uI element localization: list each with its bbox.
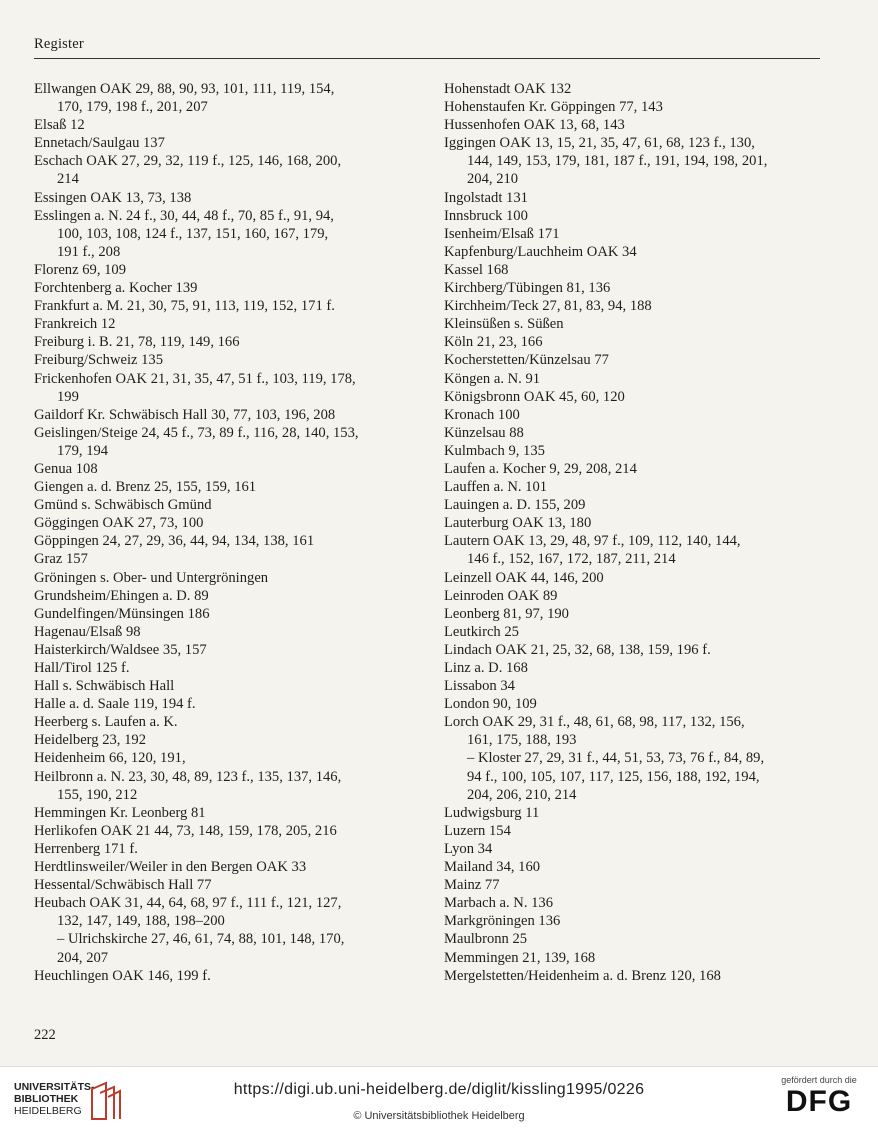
- index-entry: [444, 134, 822, 188]
- index-entry-heading: Giengen a. d. Brenz 25, 155, 159, 161: [34, 479, 257, 496]
- index-entry: [444, 388, 822, 406]
- index-entry-continuation: – Ulrichskirche 27, 46, 61, 74, 88, 101, 148, 170,: [57, 931, 345, 948]
- index-entry: [34, 550, 412, 568]
- index-entry: [444, 478, 822, 496]
- index-entry-heading: Maulbronn 25: [444, 931, 528, 948]
- index-entry-continuation: 179, 194: [57, 442, 109, 459]
- index-entry-heading: Mailand 34, 160: [444, 859, 541, 876]
- index-entry-heading: Köngen a. N. 91: [444, 370, 541, 387]
- index-entry-heading: Ennetach/Saulgau 137: [34, 135, 165, 152]
- index-column-right: [444, 80, 822, 985]
- index-entry-heading: Kulmbach 9, 135: [444, 442, 545, 459]
- index-entry: [34, 116, 412, 134]
- index-entry-heading: Heidelberg 23, 192: [34, 732, 146, 749]
- index-entry-heading: Elsaß 12: [34, 117, 85, 134]
- index-entry: [444, 225, 822, 243]
- index-entry: [34, 623, 412, 641]
- index-entry-continuation: 100, 103, 108, 124 f., 137, 151, 160, 167, 179,: [57, 225, 329, 242]
- index-entry: [34, 279, 412, 297]
- index-entry-continuation: 204, 206, 210, 214: [467, 786, 577, 803]
- index-entry: [34, 370, 412, 406]
- index-entry: [444, 858, 822, 876]
- index-entry-heading: Leinzell OAK 44, 146, 200: [444, 569, 604, 586]
- index-entry-heading: Hussenhofen OAK 13, 68, 143: [444, 117, 625, 134]
- index-entry-heading: Freiburg i. B. 21, 78, 119, 149, 166: [34, 334, 240, 351]
- index-entry-heading: Hall/Tirol 125 f.: [34, 660, 130, 676]
- index-entry: [34, 967, 412, 985]
- index-entry: [444, 930, 822, 948]
- index-entry: [34, 876, 412, 894]
- index-entry: [444, 641, 822, 659]
- index-entry-continuation: 144, 149, 153, 179, 181, 187 f., 191, 194, 198, 201,: [467, 153, 768, 170]
- index-entry: [444, 207, 822, 225]
- index-entry-heading: Herdtlinsweiler/Weiler in den Bergen OAK 33: [34, 859, 307, 876]
- page-number: 222: [34, 1027, 56, 1043]
- index-entry-heading: Grundsheim/Ehingen a. D. 89: [34, 587, 209, 604]
- index-entry-heading: Mainz 77: [444, 877, 500, 894]
- index-entry: [34, 315, 412, 333]
- index-entry: [34, 605, 412, 623]
- index-entry-heading: Laufen a. Kocher 9, 29, 208, 214: [444, 460, 637, 477]
- index-entry-heading: Kapfenburg/Lauchheim OAK 34: [444, 243, 637, 260]
- index-entry: [34, 804, 412, 822]
- dfg-logo[interactable]: [774, 1075, 864, 1125]
- index-entry: [34, 514, 412, 532]
- index-entry-heading: Lautern OAK 13, 29, 48, 97 f., 109, 112, 140, 144,: [444, 533, 741, 550]
- index-entry-heading: Hessental/Schwäbisch Hall 77: [34, 877, 212, 894]
- index-entry: [444, 333, 822, 351]
- index-entry-heading: Iggingen OAK 13, 15, 21, 35, 47, 61, 68, 123 f., 130,: [444, 135, 755, 152]
- index-entry: [444, 840, 822, 858]
- index-entry-continuation: 191 f., 208: [57, 243, 121, 260]
- index-entry-heading: Hohenstadt OAK 132: [444, 81, 572, 97]
- index-entry-heading: Mergelstetten/Heidenheim a. d. Brenz 120, 168: [444, 967, 721, 984]
- index-entry-heading: Frickenhofen OAK 21, 31, 35, 47, 51 f., 103, 119, 178,: [34, 370, 356, 387]
- index-entry: [444, 677, 822, 695]
- index-entry-continuation: 170, 179, 198 f., 201, 207: [57, 99, 208, 116]
- index-entry-continuation: 132, 147, 149, 188, 198–200: [57, 913, 225, 930]
- index-entry: [444, 659, 822, 677]
- index-entry: [34, 189, 412, 207]
- index-column-left: [34, 80, 412, 985]
- index-entry-heading: Frankreich 12: [34, 316, 116, 333]
- index-entry: [444, 442, 822, 460]
- index-entry: [444, 623, 822, 641]
- index-entry: [34, 134, 412, 152]
- index-entry-heading: Heubach OAK 31, 44, 64, 68, 97 f., 111 f., 121, 127,: [34, 895, 342, 912]
- index-entry: [444, 967, 822, 985]
- library-name: UNIVERSITÄTS- BIBLIOTHEK HEIDELBERG: [14, 1081, 95, 1117]
- index-entry-heading: Lindach OAK 21, 25, 32, 68, 138, 159, 196 f.: [444, 641, 711, 658]
- index-entry: [444, 189, 822, 207]
- index-entry-heading: Leutkirch 25: [444, 623, 519, 640]
- index-entry-heading: Ellwangen OAK 29, 88, 90, 93, 101, 111, 119, 154,: [34, 81, 335, 97]
- index-entry: [34, 569, 412, 587]
- index-entry: [444, 406, 822, 424]
- index-entry-heading: Isenheim/Elsaß 171: [444, 225, 560, 242]
- index-entry-heading: Kleinsüßen s. Süßen: [444, 316, 564, 333]
- index-entry-heading: Luzern 154: [444, 822, 511, 839]
- funding-note: gefördert durch die: [781, 1075, 857, 1085]
- index-entry-continuation: 155, 190, 212: [57, 786, 138, 803]
- index-entry: [34, 424, 412, 460]
- index-entry: [444, 587, 822, 605]
- index-entry: [34, 695, 412, 713]
- index-entry: [444, 315, 822, 333]
- index-entry-heading: Kronach 100: [444, 406, 520, 423]
- index-entry-heading: Kirchheim/Teck 27, 81, 83, 94, 188: [444, 298, 652, 315]
- index-entry: [444, 351, 822, 369]
- index-entry-heading: Lissabon 34: [444, 678, 515, 695]
- index-entry: [444, 297, 822, 315]
- index-entry: [34, 659, 412, 677]
- index-entry: [34, 894, 412, 966]
- index-entry: [444, 822, 822, 840]
- index-entry-heading: Herrenberg 171 f.: [34, 840, 138, 857]
- index-entry: [34, 677, 412, 695]
- index-entry: [34, 460, 412, 478]
- index-entry: [34, 822, 412, 840]
- index-entry: [34, 713, 412, 731]
- index-entry: [34, 768, 412, 804]
- index-entry: [34, 80, 412, 116]
- index-entry: [34, 207, 412, 261]
- index-entry-heading: Geislingen/Steige 24, 45 f., 73, 89 f., 116, 28, 140, 153,: [34, 424, 359, 441]
- dfg-wordmark: DFG: [785, 1085, 853, 1118]
- index-entry-heading: Kocherstetten/Künzelsau 77: [444, 352, 609, 369]
- index-entry: [34, 478, 412, 496]
- copyright-notice: © Universitätsbibliothek Heidelberg: [353, 1110, 525, 1122]
- index-entry: [444, 713, 822, 803]
- index-entry-heading: Lauterburg OAK 13, 180: [444, 515, 592, 532]
- index-entry: [444, 424, 822, 442]
- index-entry-heading: Hall s. Schwäbisch Hall: [34, 678, 175, 695]
- index-entry-continuation: 204, 207: [57, 949, 109, 966]
- index-entry-continuation: – Kloster 27, 29, 31 f., 44, 51, 53, 73, 76 f., 84, 89,: [467, 750, 765, 767]
- index-entry-heading: Haisterkirch/Waldsee 35, 157: [34, 641, 207, 658]
- index-entry-heading: Lyon 34: [444, 840, 493, 857]
- index-entry: [34, 587, 412, 605]
- index-entry-heading: Heidenheim 66, 120, 191,: [34, 750, 186, 767]
- index-entry: [444, 804, 822, 822]
- index-entry-heading: Lorch OAK 29, 31 f., 48, 61, 68, 98, 117, 132, 156,: [444, 714, 745, 731]
- index-entry: [444, 370, 822, 388]
- running-header-title: Register: [34, 36, 84, 52]
- index-entry: [444, 496, 822, 514]
- viewer-footer: [0, 1066, 878, 1133]
- index-entry: [34, 333, 412, 351]
- index-entry: [444, 912, 822, 930]
- index-entry: [444, 949, 822, 967]
- index-entry-heading: Leonberg 81, 97, 190: [444, 605, 569, 622]
- index-entry: [34, 297, 412, 315]
- index-entry-heading: Marbach a. N. 136: [444, 895, 554, 912]
- running-header: [34, 36, 820, 59]
- index-entry: [444, 98, 822, 116]
- index-entry-heading: Ingolstadt 131: [444, 189, 528, 206]
- index-entry: [444, 695, 822, 713]
- index-entry-heading: Kirchberg/Tübingen 81, 136: [444, 280, 611, 297]
- index-entry-heading: Florenz 69, 109: [34, 261, 127, 278]
- index-entry-heading: Lauingen a. D. 155, 209: [444, 497, 586, 514]
- index-entry: [444, 460, 822, 478]
- index-entry-continuation: 214: [57, 171, 79, 188]
- index-entry-heading: Göppingen 24, 27, 29, 36, 44, 94, 134, 138, 161: [34, 533, 315, 550]
- index-entry: [34, 840, 412, 858]
- index-entry: [34, 731, 412, 749]
- index-entry: [444, 894, 822, 912]
- index-entry-heading: Köln 21, 23, 166: [444, 334, 543, 351]
- index-entry: [444, 261, 822, 279]
- index-entry-heading: Hemmingen Kr. Leonberg 81: [34, 804, 206, 821]
- index-entry-heading: Gröningen s. Ober- und Untergröningen: [34, 569, 269, 586]
- index-entry-heading: Heerberg s. Laufen a. K.: [34, 714, 178, 731]
- index-entry-heading: Herlikofen OAK 21 44, 73, 148, 159, 178, 205, 216: [34, 822, 337, 839]
- index-entry: [34, 749, 412, 767]
- index-entry-heading: Forchtenberg a. Kocher 139: [34, 280, 198, 297]
- index-entry: [444, 80, 822, 98]
- index-entry-heading: Genua 108: [34, 460, 98, 477]
- index-entry-heading: London 90, 109: [444, 696, 537, 713]
- index-entry-heading: Königsbronn OAK 45, 60, 120: [444, 388, 625, 405]
- index-entry-heading: Lauffen a. N. 101: [444, 479, 548, 496]
- index-entry: [34, 496, 412, 514]
- index-entry: [34, 641, 412, 659]
- index-entry-heading: Hohenstaufen Kr. Göppingen 77, 143: [444, 99, 663, 116]
- index-entry-continuation: 94 f., 100, 105, 107, 117, 125, 156, 188, 192, 194,: [467, 768, 760, 785]
- index-entry-heading: Künzelsau 88: [444, 424, 524, 441]
- index-entry-heading: Heilbronn a. N. 23, 30, 48, 89, 123 f., 135, 137, 146,: [34, 768, 342, 785]
- index-entry-heading: Hagenau/Elsaß 98: [34, 623, 141, 640]
- index-entry-heading: Graz 157: [34, 551, 88, 568]
- index-entry-heading: Frankfurt a. M. 21, 30, 75, 91, 113, 119, 152, 171 f.: [34, 298, 335, 315]
- index-entry-continuation: 204, 210: [467, 171, 519, 188]
- index-entry: [444, 279, 822, 297]
- index-entry-continuation: 199: [57, 388, 79, 405]
- index-entry: [444, 243, 822, 261]
- index-entry: [34, 532, 412, 550]
- index-entry-heading: Markgröningen 136: [444, 913, 561, 930]
- index-entry-heading: Gmünd s. Schwäbisch Gmünd: [34, 497, 212, 514]
- index-entry-heading: Memmingen 21, 139, 168: [444, 949, 596, 966]
- index-entry-heading: Kassel 168: [444, 261, 509, 278]
- index-entry-heading: Leinroden OAK 89: [444, 587, 558, 604]
- index-entry-heading: Innsbruck 100: [444, 207, 528, 224]
- index-entry: [444, 116, 822, 134]
- index-entry-heading: Ludwigsburg 11: [444, 804, 540, 821]
- index-entry-continuation: 161, 175, 188, 193: [467, 732, 577, 749]
- index-entry: [444, 605, 822, 623]
- index-entry-heading: Göggingen OAK 27, 73, 100: [34, 515, 204, 532]
- index-entry-heading: Gaildorf Kr. Schwäbisch Hall 30, 77, 103, 196, 208: [34, 406, 336, 423]
- index-entry: [444, 569, 822, 587]
- index-entry-heading: Essingen OAK 13, 73, 138: [34, 189, 192, 206]
- index-entry-heading: Esslingen a. N. 24 f., 30, 44, 48 f., 70, 85 f., 91, 94,: [34, 207, 334, 224]
- index-entry-heading: Linz a. D. 168: [444, 660, 528, 676]
- index-entry: [34, 406, 412, 424]
- index-entry: [444, 532, 822, 568]
- index-entry-heading: Halle a. d. Saale 119, 194 f.: [34, 696, 196, 713]
- index-entry: [34, 152, 412, 188]
- index-entry-heading: Heuchlingen OAK 146, 199 f.: [34, 967, 211, 984]
- index-entry-heading: Freiburg/Schweiz 135: [34, 352, 164, 369]
- index-entry-heading: Eschach OAK 27, 29, 32, 119 f., 125, 146, 168, 200,: [34, 153, 342, 170]
- index-entry: [34, 351, 412, 369]
- index-entry: [444, 514, 822, 532]
- index-entry: [34, 261, 412, 279]
- index-entry-heading: Gundelfingen/Münsingen 186: [34, 605, 210, 622]
- index-entry: [34, 858, 412, 876]
- permalink-url[interactable]: https://digi.ub.uni-heidelberg.de/diglit/kissling1995/0226: [233, 1081, 645, 1098]
- index-entry-continuation: 146 f., 152, 167, 172, 187, 211, 214: [467, 551, 676, 568]
- index-entry: [444, 876, 822, 894]
